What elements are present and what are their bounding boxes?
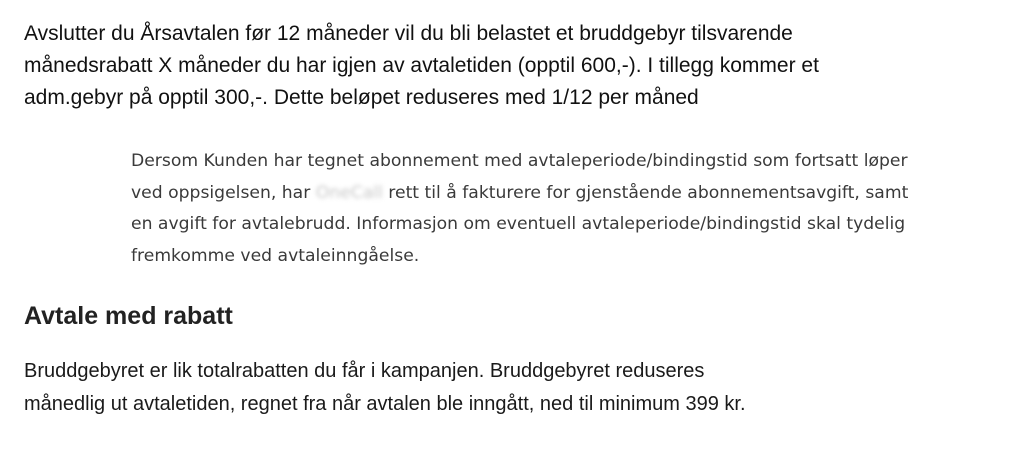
quote-line-2-start: ved oppsigelsen, har bbox=[131, 182, 316, 203]
redacted-company-name: OneCall bbox=[315, 182, 383, 203]
quote-line-4: fremkomme ved avtaleinngåelse. bbox=[131, 245, 420, 266]
intro-line-3: adm.gebyr på opptil 300,-. Dette beløpet reduseres med 1/12 per måned bbox=[24, 86, 699, 109]
intro-line-2: månedsrabatt X måneder du har igjen av avtaletiden (opptil 600,-). I tillegg kommer et bbox=[24, 54, 819, 77]
section-line-1: Bruddgebyret er lik totalrabatten du får i kampanjen. Bruddgebyret reduseres bbox=[24, 360, 705, 382]
quote-line-1: Dersom Kunden har tegnet abonnement med avtaleperiode/bindingstid som fortsatt løper bbox=[131, 151, 908, 171]
section-paragraph bbox=[24, 355, 964, 421]
section-heading: Avtale med rabatt bbox=[24, 302, 233, 330]
quote-line-2 bbox=[131, 178, 1001, 210]
intro-line-1: Avslutter du Årsavtalen før 12 måneder vil du bli belastet et bruddgebyr tilsvarende bbox=[24, 22, 793, 45]
section-line-2: månedlig ut avtaletiden, regnet fra når avtalen ble inngått, ned til minimum 399 kr. bbox=[24, 393, 746, 415]
quote-line-2-end: rett til å fakturere for gjenstående abonnementsavgift, samt bbox=[382, 182, 909, 203]
intro-paragraph bbox=[24, 18, 984, 114]
terms-quote bbox=[131, 146, 1001, 272]
quote-line-3: en avgift for avtalebrudd. Informasjon om eventuell avtaleperiode/bindingstid skal tydelig bbox=[131, 214, 906, 234]
